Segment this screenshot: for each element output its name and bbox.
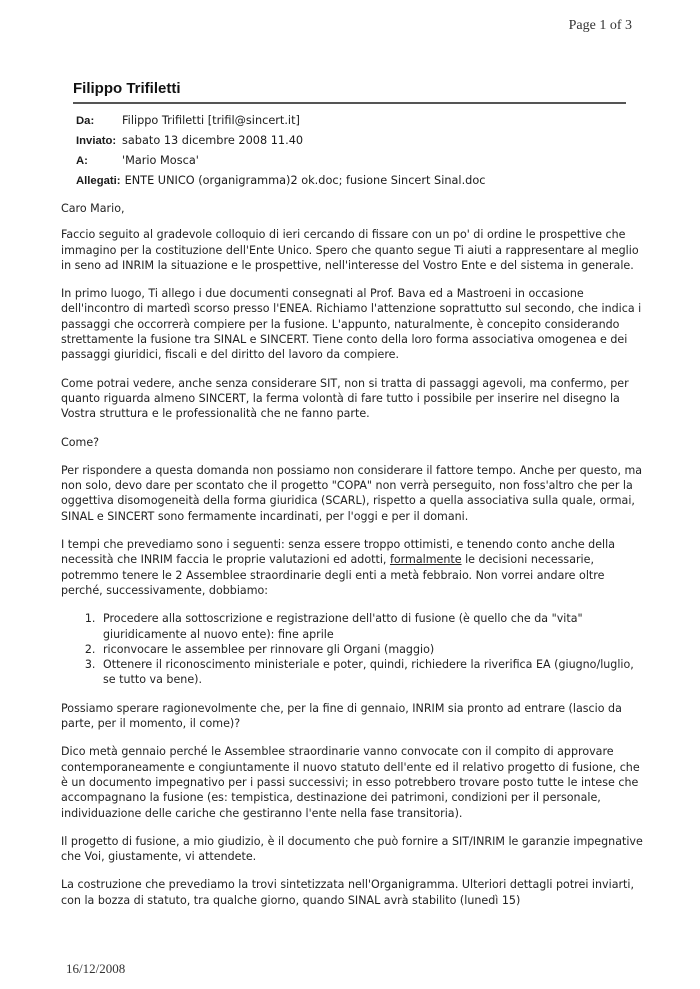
paragraph-9: Il progetto di fusione, a mio giudizio, è il documento che può fornire a SIT/INRIM le garanzie impegnative che Voi, giustamente, vi attendete.: [61, 834, 643, 864]
sent-row: [76, 131, 636, 151]
paragraph-6-start: I tempi che prevediamo sono i seguenti: senza essere troppo ottimisti, e tenendo conto anche della necessità che INRIM faccia le proprie valutazioni ed adotti,: [61, 538, 616, 567]
list-item: 2. riconvocare le assemblee per rinnovare gli Organi (maggio): [99, 642, 646, 657]
salutation: Caro Mario,: [61, 202, 125, 215]
to-label: A:: [76, 155, 88, 167]
attachments-value: ENTE UNICO (organigramma)2 ok.doc; fusione Sincert Sinal.doc: [124, 174, 486, 187]
to-value: 'Mario Mosca': [122, 154, 199, 167]
paragraph-5: Per rispondere a questa domanda non possiamo non considerare il fattore tempo. Anche per questo, ma non solo, devo dare per scontato che il progetto "COPA" non verrà perseguito, non foss'altro che per la oggettiva disomogeneità della forma giuridica (SCARL), rispetto a quella associativa sulla quale, ormai, SINAL e SINCERT sono fermamente incardinati, per l'oggi e per il domani.: [61, 463, 643, 523]
paragraph-3: Come potrai vedere, anche senza considerare SIT, non si tratta di passaggi agevoli, ma confermo, per quanto riguarda almeno SINCERT, la ferma volontà di fare tutto i possibile per inserire nel disegno la Vostra struttura e le professionalità che ne fanno parte.: [61, 376, 629, 421]
from-label: Da:: [76, 115, 95, 127]
list-item: 1. Procedere alla sottoscrizione e registrazione dell'atto di fusione (è quello che da "vita" giuridicamente al nuovo ente): fine aprile: [99, 611, 646, 642]
paragraph-2: In primo luogo, Ti allego i due documenti consegnati al Prof. Bava ed a Mastroeni in occasione dell'incontro di martedì scorso presso l'ENEA. Richiamo l'attenzione soprattutto sul secondo, che indica i passaggi che occorrerà compiere per la fusione. L'appunto, naturalmente, è concepito considerando strettamente la fusione tra SINAL e SINCERT. Tiene conto della loro forma associativa omogenea e dei passaggi giuridici, fiscali e del diritto del lavoro da compiere.: [61, 287, 642, 362]
sent-label: Inviato:: [76, 135, 117, 147]
from-row: [76, 111, 636, 131]
list-item: 3. Ottenere il riconoscimento ministeriale e poter, quindi, richiedere la riverifica EA (giugno/luglio, se tutto va bene).: [99, 657, 646, 688]
footer-date: 16/12/2008: [66, 961, 126, 976]
to-row: [76, 151, 636, 171]
sent-value: sabato 13 dicembre 2008 11.40: [122, 134, 304, 147]
header-divider: [73, 102, 626, 104]
from-value: Filippo Trifiletti [trifil@sincert.it]: [122, 114, 300, 127]
paragraph-1: Faccio seguito al gradevole colloquio di ieri cercando di fissare con un po' di ordine le prospettive che immagino per la costituzione dell'Ente Unico. Spero che quanto segue Ti aiuti a rappresentare al meglio in seno ad INRIM la situazione e le prospettive, nell'interesse del Vostro Ente e del sistema in generale.: [61, 228, 639, 272]
email-body: [61, 201, 646, 921]
paragraph-6-end: le decisioni necessarie, potremmo tenere le 2 Assemblee straordinarie degli enti a metà febbraio. Non vorrei andare oltre perché, successivamente, dobbiamo:: [61, 553, 605, 597]
email-headers: [76, 111, 636, 191]
paragraph-4: Come?: [61, 435, 100, 449]
paragraph-8: Dico metà gennaio perché le Assemblee straordinarie vanno convocate con il compito di approvare contemporaneamente e congiuntamente il nuovo statuto dell'ente ed il relativo progetto di fusione, che è un documento impegnativo per i passi successivi; in esso potrebbero trovare posto tutte le intese che accompagnano la fusione (es: tempistica, destinazione dei patrimoni, condizioni per il personale, individuazione delle cariche che gestiranno l'ente nella fase transitoria).: [61, 745, 640, 820]
paragraph-7: Possiamo sperare ragionevolmente che, per la fine di gennaio, INRIM sia pronto ad entrare (lascio da parte, per il momento, il come)?: [61, 701, 622, 731]
page-indicator: Page 1 of 3: [568, 18, 632, 33]
steps-list: [61, 611, 646, 687]
sender-name: Filippo Trifiletti: [73, 80, 181, 97]
underlined-word: formalmente: [389, 553, 462, 567]
paragraph-6: [61, 537, 646, 598]
paragraph-10: La costruzione che prevediamo la trovi sintetizzata nell'Organigramma. Ulteriori dettagli potrei inviarti, con la bozza di statuto, tra qualche giorno, quando SINAL avrà stabilito (lunedì 15): [61, 878, 635, 907]
attachments-label: Allegati:: [76, 175, 121, 187]
attachments-row: [76, 171, 636, 191]
